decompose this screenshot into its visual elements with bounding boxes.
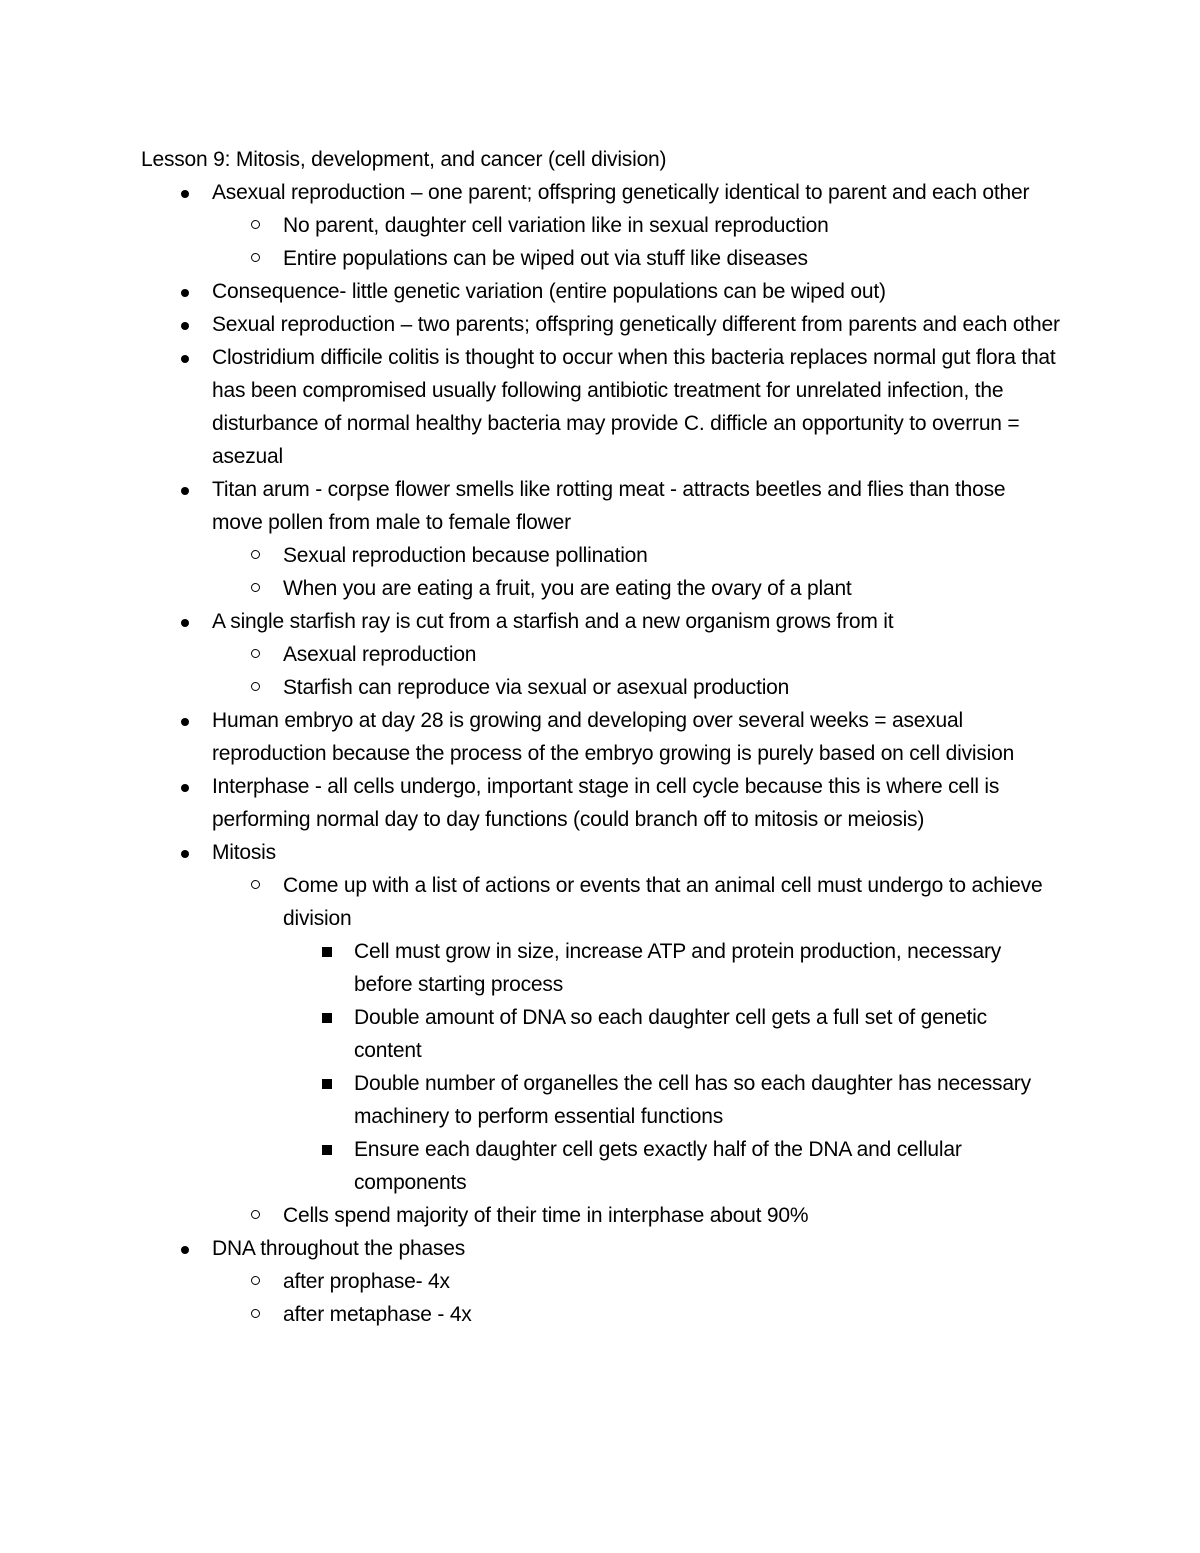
- hollow-bullet-icon: [251, 550, 260, 559]
- outline-item: [141, 704, 1060, 770]
- hollow-bullet-icon: [251, 1276, 260, 1285]
- outline-subsubitem: [283, 1067, 1060, 1133]
- item-text: Cells spend majority of their time in interphase about 90%: [283, 1204, 809, 1227]
- filled-bullet-icon: [181, 190, 189, 198]
- item-text: Ensure each daughter cell gets exactly half of the DNA and cellular components: [354, 1138, 962, 1194]
- item-text: DNA throughout the phases: [212, 1237, 466, 1260]
- item-text: after metaphase - 4x: [283, 1303, 472, 1326]
- outline-subitem: [212, 572, 1060, 605]
- outline-subitem: [212, 209, 1060, 242]
- filled-bullet-icon: [181, 487, 189, 495]
- square-bullet-icon: [322, 1013, 332, 1023]
- hollow-bullet-icon: [251, 649, 260, 658]
- filled-bullet-icon: [181, 718, 189, 726]
- item-text: Mitosis: [212, 841, 276, 864]
- outline-item: [141, 341, 1060, 473]
- outline-subitem: [212, 539, 1060, 572]
- nested-list: [212, 869, 1060, 1232]
- hollow-bullet-icon: [251, 583, 260, 592]
- item-text: Double number of organelles the cell has so each daughter has necessary machinery to perform essential functions: [354, 1072, 1031, 1128]
- item-text: Consequence- little genetic variation (entire populations can be wiped out): [212, 280, 886, 303]
- nested-list: [212, 1265, 1060, 1331]
- outline-item: [141, 836, 1060, 1232]
- outline-subitem: [212, 1265, 1060, 1298]
- outline-item: [141, 176, 1060, 275]
- item-text: When you are eating a fruit, you are eating the ovary of a plant: [283, 577, 852, 600]
- hollow-bullet-icon: [251, 880, 260, 889]
- item-text: Sexual reproduction because pollination: [283, 544, 648, 567]
- filled-bullet-icon: [181, 784, 189, 792]
- item-text: Double amount of DNA so each daughter cell gets a full set of genetic content: [354, 1006, 987, 1062]
- outline-subsubitem: [283, 1001, 1060, 1067]
- item-text: Titan arum - corpse flower smells like rotting meat - attracts beetles and flies than those move pollen from male to female flower: [212, 478, 1006, 534]
- notes-outline: [141, 176, 1060, 1331]
- item-text: No parent, daughter cell variation like in sexual reproduction: [283, 214, 829, 237]
- outline-item: [141, 1232, 1060, 1331]
- hollow-bullet-icon: [251, 682, 260, 691]
- hollow-bullet-icon: [251, 220, 260, 229]
- item-text: A single starfish ray is cut from a starfish and a new organism grows from it: [212, 610, 894, 633]
- filled-bullet-icon: [181, 355, 189, 363]
- outline-subitem: [212, 869, 1060, 1199]
- hollow-bullet-icon: [251, 253, 260, 262]
- outline-subitem: [212, 638, 1060, 671]
- outline-item: [141, 770, 1060, 836]
- outline-subitem: [212, 671, 1060, 704]
- outline-subsubitem: [283, 1133, 1060, 1199]
- item-text: Starfish can reproduce via sexual or asexual production: [283, 676, 790, 699]
- document-title: Lesson 9: Mitosis, development, and cancer (cell division): [141, 148, 667, 171]
- outline-subitem: [212, 1199, 1060, 1232]
- item-text: Sexual reproduction – two parents; offspring genetically different from parents and each other: [212, 313, 1060, 336]
- item-text: Entire populations can be wiped out via stuff like diseases: [283, 247, 808, 270]
- outline-item: [141, 605, 1060, 704]
- item-text: Come up with a list of actions or events that an animal cell must undergo to achieve division: [283, 874, 1043, 930]
- nested-list: [212, 209, 1060, 275]
- filled-bullet-icon: [181, 289, 189, 297]
- item-text: Asexual reproduction: [283, 643, 477, 666]
- filled-bullet-icon: [181, 1246, 189, 1254]
- item-text: after prophase- 4x: [283, 1270, 450, 1293]
- nested-list: [283, 935, 1060, 1199]
- filled-bullet-icon: [181, 619, 189, 627]
- outline-item: [141, 473, 1060, 605]
- outline-subitem: [212, 242, 1060, 275]
- item-text: Clostridium difficile colitis is thought to occur when this bacteria replaces normal gut flora that has been compromised usually following antibiotic treatment for unrelated infection, the disturbance of normal healthy bacteria may provide C. difficle an opportunity to overrun = asezual: [212, 346, 1056, 468]
- nested-list: [212, 638, 1060, 704]
- outline-subitem: [212, 1298, 1060, 1331]
- outline-item: [141, 308, 1060, 341]
- item-text: Interphase - all cells undergo, important stage in cell cycle because this is where cell is performing normal day to day functions (could branch off to mitosis or meiosis): [212, 775, 1000, 831]
- square-bullet-icon: [322, 1145, 332, 1155]
- outline-subsubitem: [283, 935, 1060, 1001]
- filled-bullet-icon: [181, 850, 189, 858]
- item-text: Asexual reproduction – one parent; offspring genetically identical to parent and each other: [212, 181, 1030, 204]
- square-bullet-icon: [322, 1079, 332, 1089]
- hollow-bullet-icon: [251, 1309, 260, 1318]
- item-text: Cell must grow in size, increase ATP and protein production, necessary before starting process: [354, 940, 1002, 996]
- nested-list: [212, 539, 1060, 605]
- item-text: Human embryo at day 28 is growing and developing over several weeks = asexual reproduction because the process of the embryo growing is purely based on cell division: [212, 709, 1015, 765]
- outline-item: [141, 275, 1060, 308]
- filled-bullet-icon: [181, 322, 189, 330]
- hollow-bullet-icon: [251, 1210, 260, 1219]
- square-bullet-icon: [322, 947, 332, 957]
